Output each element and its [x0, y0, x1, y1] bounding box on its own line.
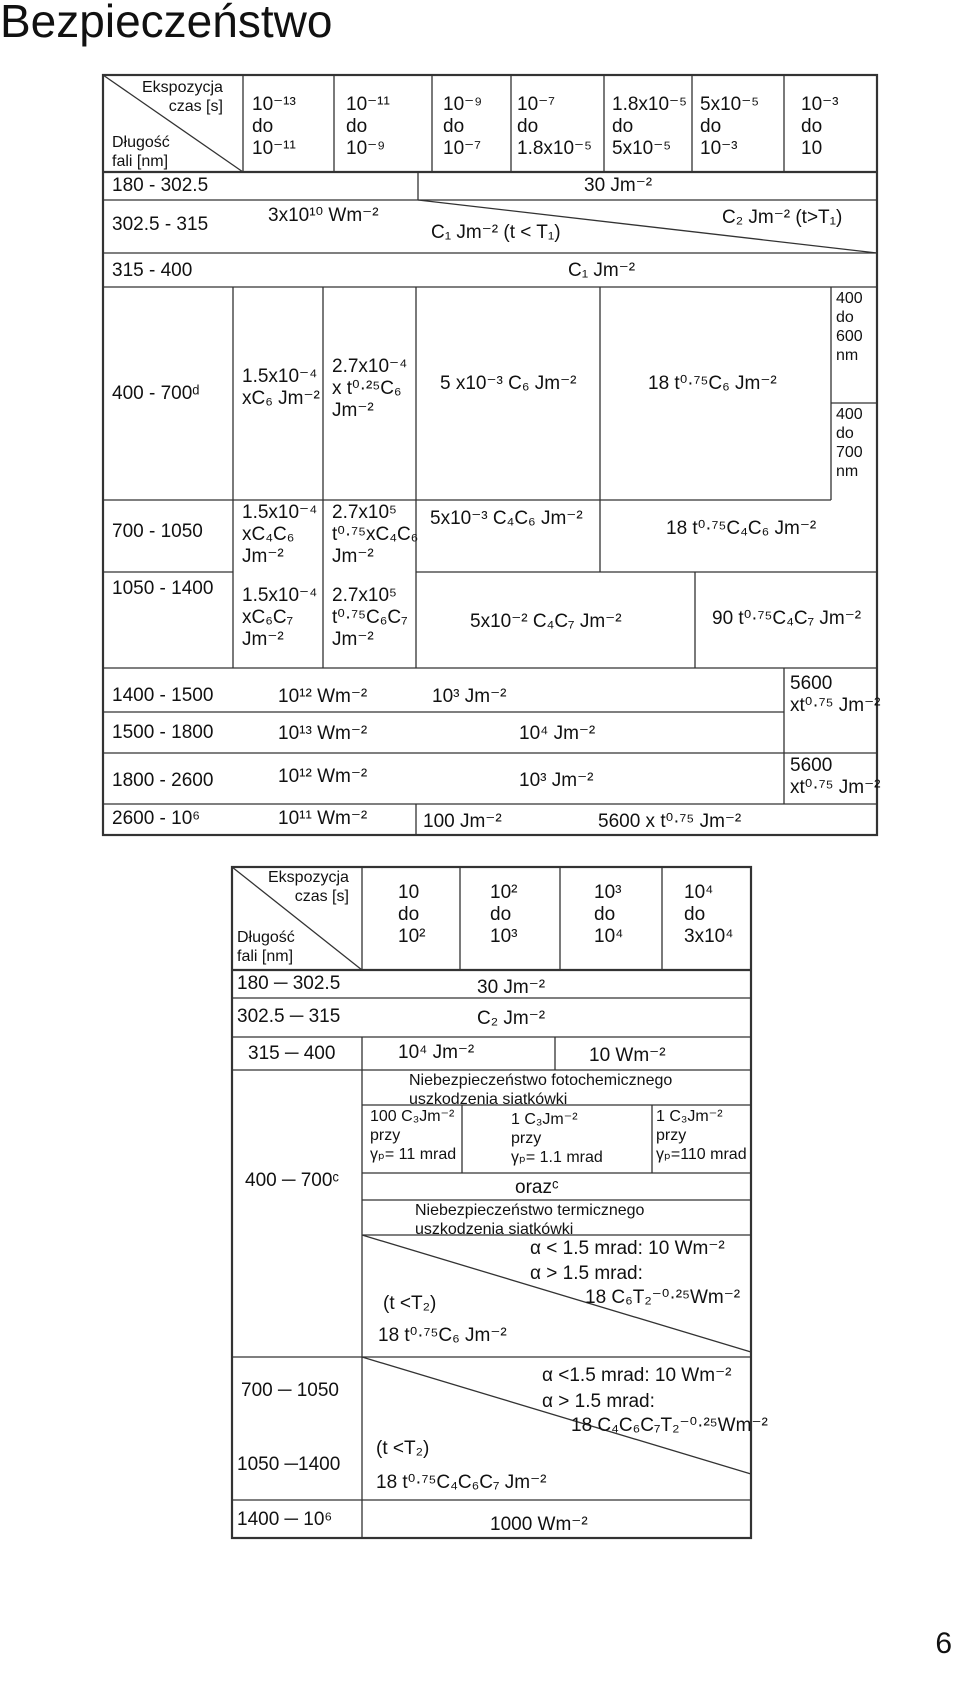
t2-thermal-hazard: Niebezpieczeństwo termicznego uszkodzenia siatkówki: [415, 1202, 645, 1238]
t2-cell-p3: 1 C₃Jm⁻² przy γₚ=110 mrad: [656, 1108, 747, 1163]
t1-row-1500: 1500 - 1800: [112, 722, 214, 743]
t1-cell-400-4: 18 t⁰·⁷⁵C₆ Jm⁻²: [648, 373, 777, 394]
t1-cell-1400-2: 10³ Jm⁻²: [432, 686, 507, 707]
t1-row-400: 400 - 700ᵈ: [112, 383, 200, 404]
t1-cell-1500-1: 10¹³ Wm⁻²: [278, 723, 368, 744]
t1-cell-2600-3: 5600 x t⁰·⁷⁵ Jm⁻²: [598, 811, 742, 832]
t2-cell-th-tval: 18 t⁰·⁷⁵C₆ Jm⁻²: [378, 1325, 507, 1346]
page-number: 6: [935, 1627, 952, 1660]
t1-cell-700-4: 18 t⁰·⁷⁵C₄C₆ Jm⁻²: [666, 518, 817, 539]
t1-cell-1500-2: 10⁴ Jm⁻²: [519, 723, 596, 744]
t1-cell-700-3: 5x10⁻³ C₄C₆ Jm⁻²: [430, 508, 583, 529]
t1-col7-header: 10⁻³ do 10: [801, 94, 839, 159]
t1-row-1400: 1400 - 1500: [112, 685, 214, 706]
t2-row-1050: 1050 ─1400: [237, 1454, 341, 1475]
t1-row-1800: 1800 - 2600: [112, 770, 214, 791]
t2-cell-p2: 1 C₃Jm⁻² przy γₚ= 1.1 mrad: [511, 1111, 603, 1166]
t1-row-700: 700 - 1050: [112, 521, 203, 542]
t2-col3-header: 10³ do 10⁴: [594, 882, 624, 947]
t2-header-wavelength: Długość fali [nm]: [237, 929, 295, 965]
t2-cell-th2: α > 1.5 mrad:: [530, 1263, 643, 1284]
t2-photochemical-hazard: Niebezpieczeństwo fotochemicznego uszkodzenia siatkówki: [409, 1072, 673, 1108]
t1-cell-1050-2: 2.7x10⁵ t⁰·⁷⁵C₆C₇ Jm⁻²: [332, 585, 408, 650]
t1-cell-c1-tlt: C₁ Jm⁻² (t < T₁): [431, 222, 561, 243]
t1-row-315: 315 - 400: [112, 260, 193, 281]
t1-cell-400-2: 2.7x10⁻⁴ x t⁰·²⁵C₆ Jm⁻²: [332, 356, 408, 421]
t1-cell-700-1: 1.5x10⁻⁴ xC₄C₆ Jm⁻²: [242, 502, 318, 567]
t2-row-1400: 1400 ─ 10⁶: [237, 1509, 333, 1530]
t1-col2-header: 10⁻¹¹ do 10⁻⁹: [346, 94, 390, 159]
t2-cell-ir-tval: 18 t⁰·⁷⁵C₄C₆C₇ Jm⁻²: [376, 1472, 547, 1493]
t1-cell-c2-tgt: C₂ Jm⁻² (t>T₁): [722, 207, 843, 228]
t1-col1-header: 10⁻¹³ do 10⁻¹¹: [252, 94, 296, 159]
t2-header-exposure: Ekspozycja czas [s]: [268, 869, 349, 905]
t2-cell-ir1: α <1.5 mrad: 10 Wm⁻²: [542, 1365, 732, 1386]
t1-col5-header: 1.8x10⁻⁵ do 5x10⁻⁵: [612, 94, 687, 159]
t2-row-700: 700 ─ 1050: [241, 1380, 339, 1401]
t2-row-302: 302.5 ─ 315: [237, 1006, 341, 1027]
t1-cell-2600-2: 100 Jm⁻²: [423, 811, 502, 832]
t2-cell-315-1: 10⁴ Jm⁻²: [398, 1042, 475, 1063]
t2-cell-th1: α < 1.5 mrad: 10 Wm⁻²: [530, 1238, 725, 1259]
t1-row-1050: 1050 - 1400: [112, 578, 214, 599]
t1-cell-400-600nm: 400 do 600 nm: [836, 290, 863, 364]
t2-cell-th3: 18 C₆T₂⁻⁰·²⁵Wm⁻²: [585, 1287, 741, 1308]
t1-col4-header: 10⁻⁷ do 1.8x10⁻⁵: [517, 94, 592, 159]
t1-cell-1050-4: 90 t⁰·⁷⁵C₄C₇ Jm⁻²: [712, 608, 862, 629]
t1-cell-400-1: 1.5x10⁻⁴ xC₆ Jm⁻²: [242, 366, 320, 409]
t2-cell-30jm: 30 Jm⁻²: [477, 977, 546, 998]
t2-cell-oraz: orazᶜ: [515, 1177, 559, 1198]
t1-col6-header: 5x10⁻⁵ do 10⁻³: [700, 94, 760, 159]
t1-cell-1800-2: 10³ Jm⁻²: [519, 770, 594, 791]
t1-header-exposure: Ekspozycja czas [s]: [142, 79, 223, 115]
t1-header-wavelength: Długość fali [nm]: [112, 134, 170, 170]
t1-cell-1800-1: 10¹² Wm⁻²: [278, 766, 368, 787]
t2-col2-header: 10² do 10³: [490, 882, 518, 947]
t2-cell-c2: C₂ Jm⁻²: [477, 1008, 546, 1029]
t2-row-400: 400 ─ 700ᶜ: [245, 1170, 340, 1191]
t1-cell-1400-3: 5600 xt⁰·⁷⁵ Jm⁻²: [790, 673, 881, 716]
t2-col4-header: 10⁴ do 3x10⁴: [684, 882, 734, 947]
t1-cell-1050-3: 5x10⁻² C₄C₇ Jm⁻²: [470, 611, 622, 632]
t2-col1-header: 10 do 10²: [398, 882, 426, 947]
t2-cell-th-t: (t <T₂): [383, 1293, 437, 1314]
t1-row-180: 180 - 302.5: [112, 175, 209, 196]
t2-cell-1400: 1000 Wm⁻²: [490, 1514, 588, 1535]
t1-cell-700-2: 2.7x10⁵ t⁰·⁷⁵xC₄C₆ Jm⁻²: [332, 502, 419, 567]
t1-cell-3e10: 3x10¹⁰ Wm⁻²: [268, 205, 379, 226]
t1-cell-1800-3: 5600 xt⁰·⁷⁵ Jm⁻²: [790, 755, 881, 798]
t1-cell-30jm: 30 Jm⁻²: [584, 175, 653, 196]
t2-cell-ir3: 18 C₄C₆C₇T₂⁻⁰·²⁵Wm⁻²: [571, 1415, 768, 1436]
t2-row-180: 180 ─ 302.5: [237, 973, 341, 994]
t1-col3-header: 10⁻⁹ do 10⁻⁷: [443, 94, 483, 159]
t1-row-2600: 2600 - 10⁶: [112, 808, 201, 829]
t2-cell-ir-t: (t <T₂): [376, 1438, 430, 1459]
t1-cell-1050-1: 1.5x10⁻⁴ xC₆C₇ Jm⁻²: [242, 585, 318, 650]
t1-cell-400-700nm: 400 do 700 nm: [836, 406, 863, 480]
t2-cell-315-2: 10 Wm⁻²: [589, 1045, 666, 1066]
t2-cell-ir2: α > 1.5 mrad:: [542, 1391, 655, 1412]
t1-cell-c1: C₁ Jm⁻²: [568, 260, 636, 281]
t1-cell-2600-1: 10¹¹ Wm⁻²: [278, 808, 368, 829]
t2-cell-p1: 100 C₃Jm⁻² przy γₚ= 11 mrad: [370, 1108, 457, 1163]
t1-cell-1400-1: 10¹² Wm⁻²: [278, 686, 368, 707]
t2-row-315: 315 ─ 400: [248, 1043, 336, 1064]
page-title: Bezpieczeństwo: [0, 0, 333, 47]
t1-row-302: 302.5 - 315: [112, 214, 209, 235]
t1-cell-400-3: 5 x10⁻³ C₆ Jm⁻²: [440, 373, 577, 394]
